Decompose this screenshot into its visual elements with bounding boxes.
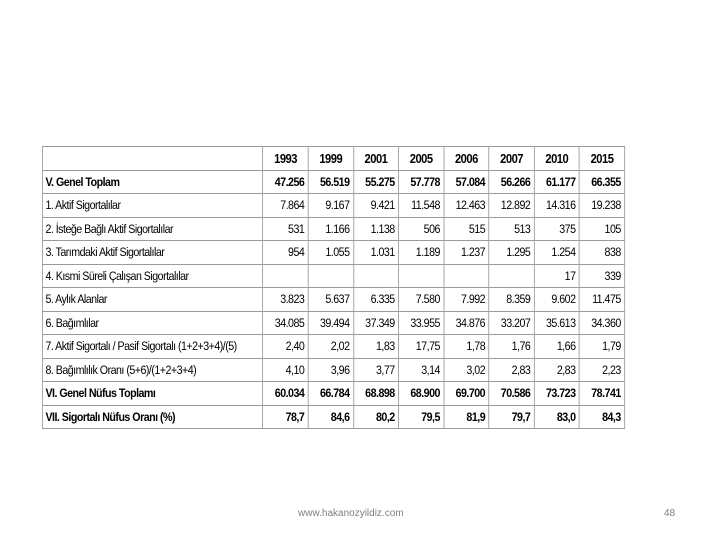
value-cell: 2,40 bbox=[263, 335, 308, 359]
value-cell: 37.349 bbox=[353, 311, 398, 335]
table-row bbox=[42, 288, 624, 312]
year-header: 2010 bbox=[534, 147, 579, 171]
table-row bbox=[42, 241, 624, 265]
value-cell: 515 bbox=[444, 217, 489, 241]
value-cell: 35.613 bbox=[534, 311, 579, 335]
value-cell: 2,83 bbox=[489, 358, 534, 382]
value-cell: 3,96 bbox=[308, 358, 353, 382]
year-header: 1993 bbox=[263, 147, 308, 171]
value-cell: 79,7 bbox=[489, 405, 534, 429]
value-cell: 33.955 bbox=[399, 311, 444, 335]
value-cell: 68.898 bbox=[353, 382, 398, 406]
row-label: 3. Tarımdaki Aktif Sigortalılar bbox=[42, 241, 263, 265]
value-cell: 12.463 bbox=[444, 194, 489, 218]
value-cell: 1,79 bbox=[579, 335, 624, 359]
year-header: 2015 bbox=[579, 147, 624, 171]
header-corner-cell bbox=[42, 147, 263, 171]
value-cell: 78.741 bbox=[579, 382, 624, 406]
value-cell: 19.238 bbox=[579, 194, 624, 218]
value-cell: 7.864 bbox=[263, 194, 308, 218]
value-cell: 66.784 bbox=[308, 382, 353, 406]
value-cell: 1.166 bbox=[308, 217, 353, 241]
value-cell: 1.055 bbox=[308, 241, 353, 265]
year-header: 1999 bbox=[308, 147, 353, 171]
value-cell: 506 bbox=[399, 217, 444, 241]
row-label: VI. Genel Nüfus Toplamı bbox=[42, 382, 263, 406]
value-cell bbox=[489, 264, 534, 288]
value-cell: 1.138 bbox=[353, 217, 398, 241]
value-cell: 17 bbox=[534, 264, 579, 288]
value-cell: 1,78 bbox=[444, 335, 489, 359]
value-cell: 954 bbox=[263, 241, 308, 265]
value-cell: 838 bbox=[579, 241, 624, 265]
table-row bbox=[42, 217, 624, 241]
value-cell: 5.637 bbox=[308, 288, 353, 312]
value-cell: 2,83 bbox=[534, 358, 579, 382]
value-cell: 1,66 bbox=[534, 335, 579, 359]
value-cell: 66.355 bbox=[579, 170, 624, 194]
table-row bbox=[42, 194, 624, 218]
page-number: 48 bbox=[664, 508, 676, 519]
value-cell: 1,76 bbox=[489, 335, 534, 359]
value-cell: 17,75 bbox=[399, 335, 444, 359]
value-cell: 11.548 bbox=[399, 194, 444, 218]
value-cell: 7.992 bbox=[444, 288, 489, 312]
value-cell: 2,23 bbox=[579, 358, 624, 382]
value-cell: 1.031 bbox=[353, 241, 398, 265]
value-cell: 3.823 bbox=[263, 288, 308, 312]
value-cell: 1.295 bbox=[489, 241, 534, 265]
value-cell: 80,2 bbox=[353, 405, 398, 429]
value-cell: 84,3 bbox=[579, 405, 624, 429]
value-cell: 1.254 bbox=[534, 241, 579, 265]
value-cell: 9.167 bbox=[308, 194, 353, 218]
year-header: 2001 bbox=[353, 147, 398, 171]
value-cell: 68.900 bbox=[399, 382, 444, 406]
value-cell: 1.237 bbox=[444, 241, 489, 265]
year-header: 2006 bbox=[444, 147, 489, 171]
row-label: V. Genel Toplam bbox=[42, 170, 263, 194]
table-row bbox=[42, 311, 624, 335]
table-row bbox=[42, 382, 624, 406]
value-cell: 57.084 bbox=[444, 170, 489, 194]
value-cell: 34.360 bbox=[579, 311, 624, 335]
value-cell: 61.177 bbox=[534, 170, 579, 194]
value-cell: 12.892 bbox=[489, 194, 534, 218]
value-cell: 2,02 bbox=[308, 335, 353, 359]
year-header: 2005 bbox=[399, 147, 444, 171]
value-cell: 69.700 bbox=[444, 382, 489, 406]
value-cell: 81,9 bbox=[444, 405, 489, 429]
value-cell: 105 bbox=[579, 217, 624, 241]
table-row bbox=[42, 405, 624, 429]
value-cell: 55.275 bbox=[353, 170, 398, 194]
value-cell bbox=[399, 264, 444, 288]
value-cell: 14.316 bbox=[534, 194, 579, 218]
value-cell: 57.778 bbox=[399, 170, 444, 194]
statistics-table bbox=[42, 146, 625, 429]
value-cell: 70.586 bbox=[489, 382, 534, 406]
value-cell: 9.602 bbox=[534, 288, 579, 312]
table-row bbox=[42, 170, 624, 194]
value-cell: 79,5 bbox=[399, 405, 444, 429]
row-label: 1. Aktif Sigortalılar bbox=[42, 194, 263, 218]
value-cell: 39.494 bbox=[308, 311, 353, 335]
year-header: 2007 bbox=[489, 147, 534, 171]
value-cell: 60.034 bbox=[263, 382, 308, 406]
row-label: 5. Aylık Alanlar bbox=[42, 288, 263, 312]
value-cell: 84,6 bbox=[308, 405, 353, 429]
value-cell: 1,83 bbox=[353, 335, 398, 359]
value-cell: 47.256 bbox=[263, 170, 308, 194]
value-cell: 56.266 bbox=[489, 170, 534, 194]
value-cell: 375 bbox=[534, 217, 579, 241]
row-label: 4. Kısmi Süreli Çalışan Sigortalılar bbox=[42, 264, 263, 288]
value-cell: 4,10 bbox=[263, 358, 308, 382]
row-label: 2. İsteğe Bağlı Aktif Sigortalılar bbox=[42, 217, 263, 241]
value-cell: 3,77 bbox=[353, 358, 398, 382]
value-cell: 339 bbox=[579, 264, 624, 288]
value-cell: 9.421 bbox=[353, 194, 398, 218]
value-cell: 33.207 bbox=[489, 311, 534, 335]
row-label: 6. Bağımlılar bbox=[42, 311, 263, 335]
value-cell bbox=[444, 264, 489, 288]
table-row bbox=[42, 335, 624, 359]
value-cell: 34.085 bbox=[263, 311, 308, 335]
value-cell: 56.519 bbox=[308, 170, 353, 194]
row-label: 8. Bağımlılık Oranı (5+6)/(1+2+3+4) bbox=[42, 358, 263, 382]
value-cell: 513 bbox=[489, 217, 534, 241]
table-row bbox=[42, 358, 624, 382]
table-row bbox=[42, 264, 624, 288]
value-cell: 78,7 bbox=[263, 405, 308, 429]
value-cell bbox=[353, 264, 398, 288]
value-cell: 3,02 bbox=[444, 358, 489, 382]
value-cell bbox=[263, 264, 308, 288]
header-row bbox=[42, 147, 624, 171]
value-cell: 3,14 bbox=[399, 358, 444, 382]
value-cell: 6.335 bbox=[353, 288, 398, 312]
value-cell: 34.876 bbox=[444, 311, 489, 335]
value-cell bbox=[308, 264, 353, 288]
value-cell: 7.580 bbox=[399, 288, 444, 312]
value-cell: 73.723 bbox=[534, 382, 579, 406]
value-cell: 83,0 bbox=[534, 405, 579, 429]
row-label: 7. Aktif Sigortalı / Pasif Sigortalı (1+2+3+4)/(5) bbox=[42, 335, 263, 359]
value-cell: 1.189 bbox=[399, 241, 444, 265]
value-cell: 8.359 bbox=[489, 288, 534, 312]
row-label: VII. Sigortalı Nüfus Oranı (%) bbox=[42, 405, 263, 429]
value-cell: 11.475 bbox=[579, 288, 624, 312]
footer-url: www.hakanozyildiz.com bbox=[298, 508, 404, 519]
value-cell: 531 bbox=[263, 217, 308, 241]
